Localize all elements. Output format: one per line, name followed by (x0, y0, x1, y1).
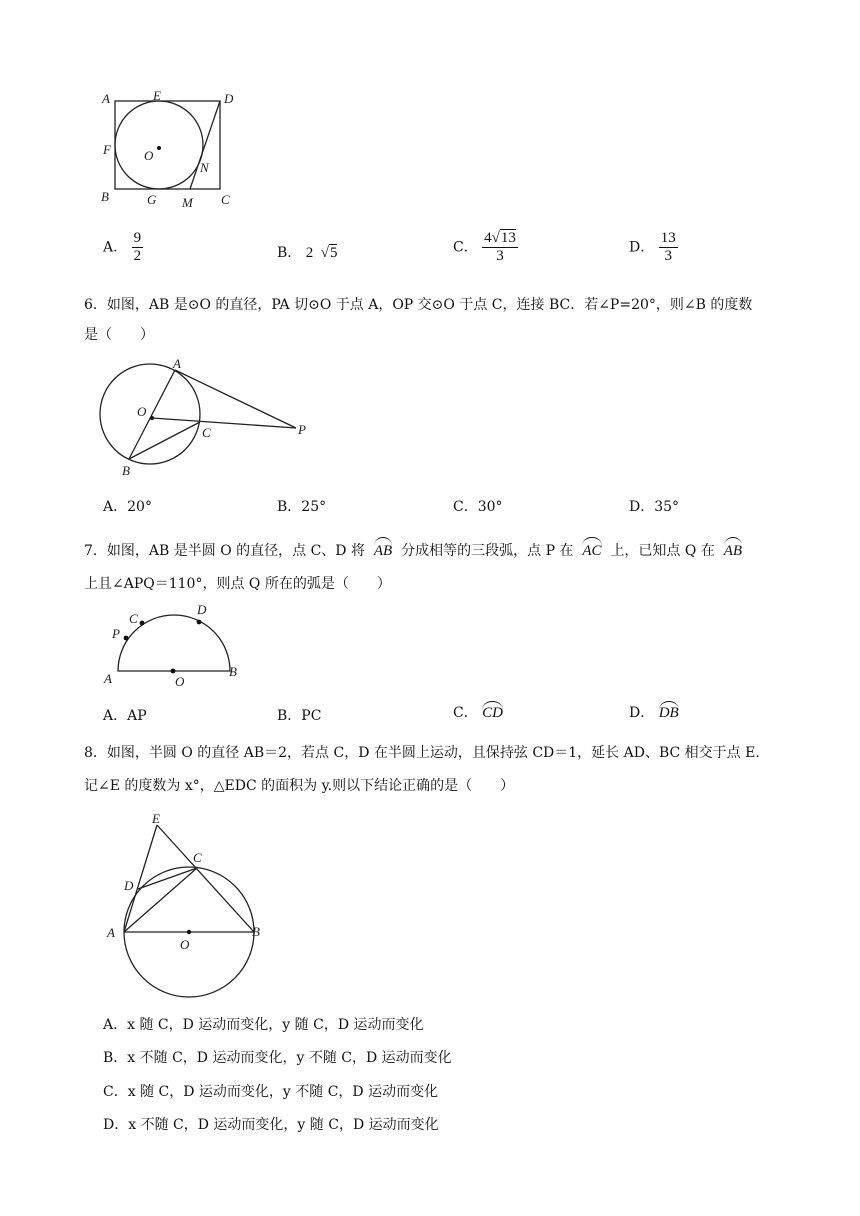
q6-option-letter: D． (629, 499, 655, 515)
q7-point-d (197, 620, 202, 625)
q7-point-c (140, 621, 145, 626)
q6-label-p: P (298, 422, 306, 437)
q6-option-letter: A． (103, 499, 128, 515)
denominator: 2 (133, 248, 142, 264)
q5-label-m: M (182, 195, 193, 210)
fraction (132, 230, 144, 265)
arc-ab: AB (374, 537, 392, 561)
q7-label-a: A (104, 671, 112, 686)
q7-label-c: C (129, 611, 138, 626)
q5-line-dm (190, 101, 220, 189)
q6-option-c[interactable] (453, 496, 503, 516)
fraction (482, 230, 518, 265)
q6-option-letter: C． (453, 499, 478, 515)
q6-stem-line2: 是（ ） (84, 327, 154, 343)
q6-option-text: 25° (301, 499, 327, 515)
q8-stem-line2: 记∠E 的度数为 x°，△EDC 的面积为 y.则以下结论正确的是（ ） (84, 778, 515, 794)
q5-option-a[interactable] (103, 230, 143, 265)
q6-figure (96, 356, 316, 481)
q6-line-ab (129, 370, 175, 459)
q6-option-d[interactable] (629, 496, 679, 516)
q8-label-d: D (124, 878, 134, 893)
q7-text-part3: 上，已知点 Q 在 (610, 543, 715, 559)
q5-label-g: G (147, 192, 157, 207)
q8-option-d[interactable] (103, 1114, 439, 1134)
q7-option-d[interactable] (629, 701, 679, 722)
q8-option-a[interactable] (103, 1014, 424, 1034)
q8-label-b: B (252, 924, 260, 939)
q8-option-c[interactable] (103, 1081, 438, 1101)
q8-option-letter: C． (103, 1084, 128, 1100)
q6-option-letter: B． (277, 499, 302, 515)
q7-label-d: D (197, 602, 207, 617)
q5-option-letter: B． (277, 245, 302, 261)
q7-option-letter: D． (629, 705, 655, 721)
q5-label-n: N (200, 160, 209, 175)
numerator: 9 (133, 230, 142, 246)
q7-option-b[interactable] (277, 705, 321, 725)
q7-stem-line2: 上且∠APQ＝110°，则点 Q 所在的弧是（ ） (84, 576, 391, 592)
q7-label-b: B (229, 664, 237, 679)
radicand: 5 (329, 245, 338, 261)
q5-option-c[interactable] (453, 230, 518, 265)
q5-label-b: B (101, 189, 109, 204)
q8-line-ac (124, 868, 197, 932)
q8-figure (96, 806, 276, 1001)
q6-line-pa (175, 370, 296, 428)
q6-option-text: 20° (127, 499, 152, 515)
q6-label-o: O (137, 404, 147, 419)
q5-label-c: C (221, 192, 230, 207)
q5-label-d: D (224, 91, 234, 106)
q5-option-letter: A． (103, 239, 128, 256)
q5-center-point (157, 146, 161, 150)
q7-option-text: PC (301, 708, 322, 724)
q5-option-letter: D． (629, 239, 655, 256)
q8-label-a: A (107, 925, 115, 940)
q5-option-letter: C． (453, 239, 478, 256)
denominator: 3 (664, 248, 672, 264)
q7-option-c[interactable] (453, 701, 503, 722)
q7-figure (96, 600, 256, 692)
q7-text-part2: 分成相等的三段弧，点 P 在 (401, 543, 574, 559)
q5-option-b[interactable] (277, 242, 337, 262)
q8-option-text: x 不随 C，D 运动而变化，y 随 C，D 运动而变化 (128, 1117, 439, 1133)
q8-option-letter: B． (103, 1050, 128, 1066)
q5-rectangle (115, 101, 220, 189)
q6-label-b: B (122, 463, 130, 478)
fraction (659, 230, 678, 265)
q7-text-part1: 7．如图，AB 是半圆 O 的直径，点 C、D 将 (84, 543, 365, 559)
q8-center-point (187, 930, 191, 934)
q8-label-e: E (152, 811, 160, 826)
denominator: 3 (496, 248, 504, 264)
q6-option-b[interactable] (277, 496, 326, 516)
q7-point-p (124, 636, 129, 641)
q8-option-letter: A． (103, 1017, 128, 1033)
q6-line-op (152, 418, 296, 428)
q6-option-a[interactable] (103, 496, 152, 516)
q8-stem-line1: 8．如图，半圆 O 的直径 AB＝2，若点 C，D 在半圆上运动，且保持弦 CD＝1，延长 AD、BC 相交于点 E. (84, 745, 760, 761)
q8-option-text: x 随 C，D 运动而变化，y 不随 C，D 运动而变化 (127, 1084, 439, 1100)
q8-option-letter: D． (103, 1117, 129, 1133)
q5-label-o: O (144, 148, 154, 163)
numerator: 13 (660, 230, 676, 246)
q6-circle (100, 364, 200, 464)
q8-option-b[interactable] (103, 1047, 452, 1067)
q7-label-p: P (112, 626, 120, 641)
radical-sign: √ (317, 245, 329, 261)
arc-ac: AC (582, 537, 601, 561)
q8-label-c: C (193, 850, 202, 865)
radicand: 13 (500, 230, 516, 246)
q7-option-text: AP (127, 708, 147, 724)
numerator (482, 230, 518, 248)
q7-option-a[interactable] (103, 705, 147, 725)
coefficient: 2 (305, 245, 314, 261)
q8-option-text: x 随 C，D 运动而变化，y 随 C，D 运动而变化 (127, 1017, 424, 1033)
q5-label-f: F (103, 142, 111, 157)
q6-option-text: 35° (654, 499, 680, 515)
q8-option-text: x 不随 C，D 运动而变化，y 不随 C，D 运动而变化 (127, 1050, 452, 1066)
q6-label-c: C (202, 425, 211, 440)
q5-circle (115, 101, 203, 189)
q6-option-text: 30° (477, 499, 503, 515)
q6-stem-line1: 6．如图，AB 是⊙O 的直径，PA 切⊙O 于点 A，OP 交⊙O 于点 C，连接 BC．若∠P=20°，则∠B 的度数 (84, 297, 753, 313)
q7-stem-line1 (84, 537, 742, 561)
q8-label-o: O (180, 937, 190, 952)
coefficient: 4 (484, 230, 492, 246)
q5-label-e: E (153, 88, 161, 103)
q7-label-o: O (175, 674, 185, 689)
arc-db: DB (659, 701, 679, 722)
radical-sign: √ (491, 230, 500, 246)
q5-label-a: A (102, 91, 110, 106)
arc-cd: CD (482, 701, 503, 722)
q6-label-a: A (173, 356, 181, 371)
q7-point-o (171, 669, 176, 674)
q6-line-bc (129, 422, 200, 459)
q5-figure (96, 88, 246, 213)
q5-option-d[interactable] (629, 230, 678, 265)
arc-ab-2: AB (724, 537, 742, 561)
radical-expression (306, 245, 338, 262)
q7-option-letter: A． (103, 708, 128, 724)
q7-option-letter: C． (453, 705, 478, 721)
q8-line-be (157, 825, 254, 932)
q7-option-letter: B． (277, 708, 302, 724)
